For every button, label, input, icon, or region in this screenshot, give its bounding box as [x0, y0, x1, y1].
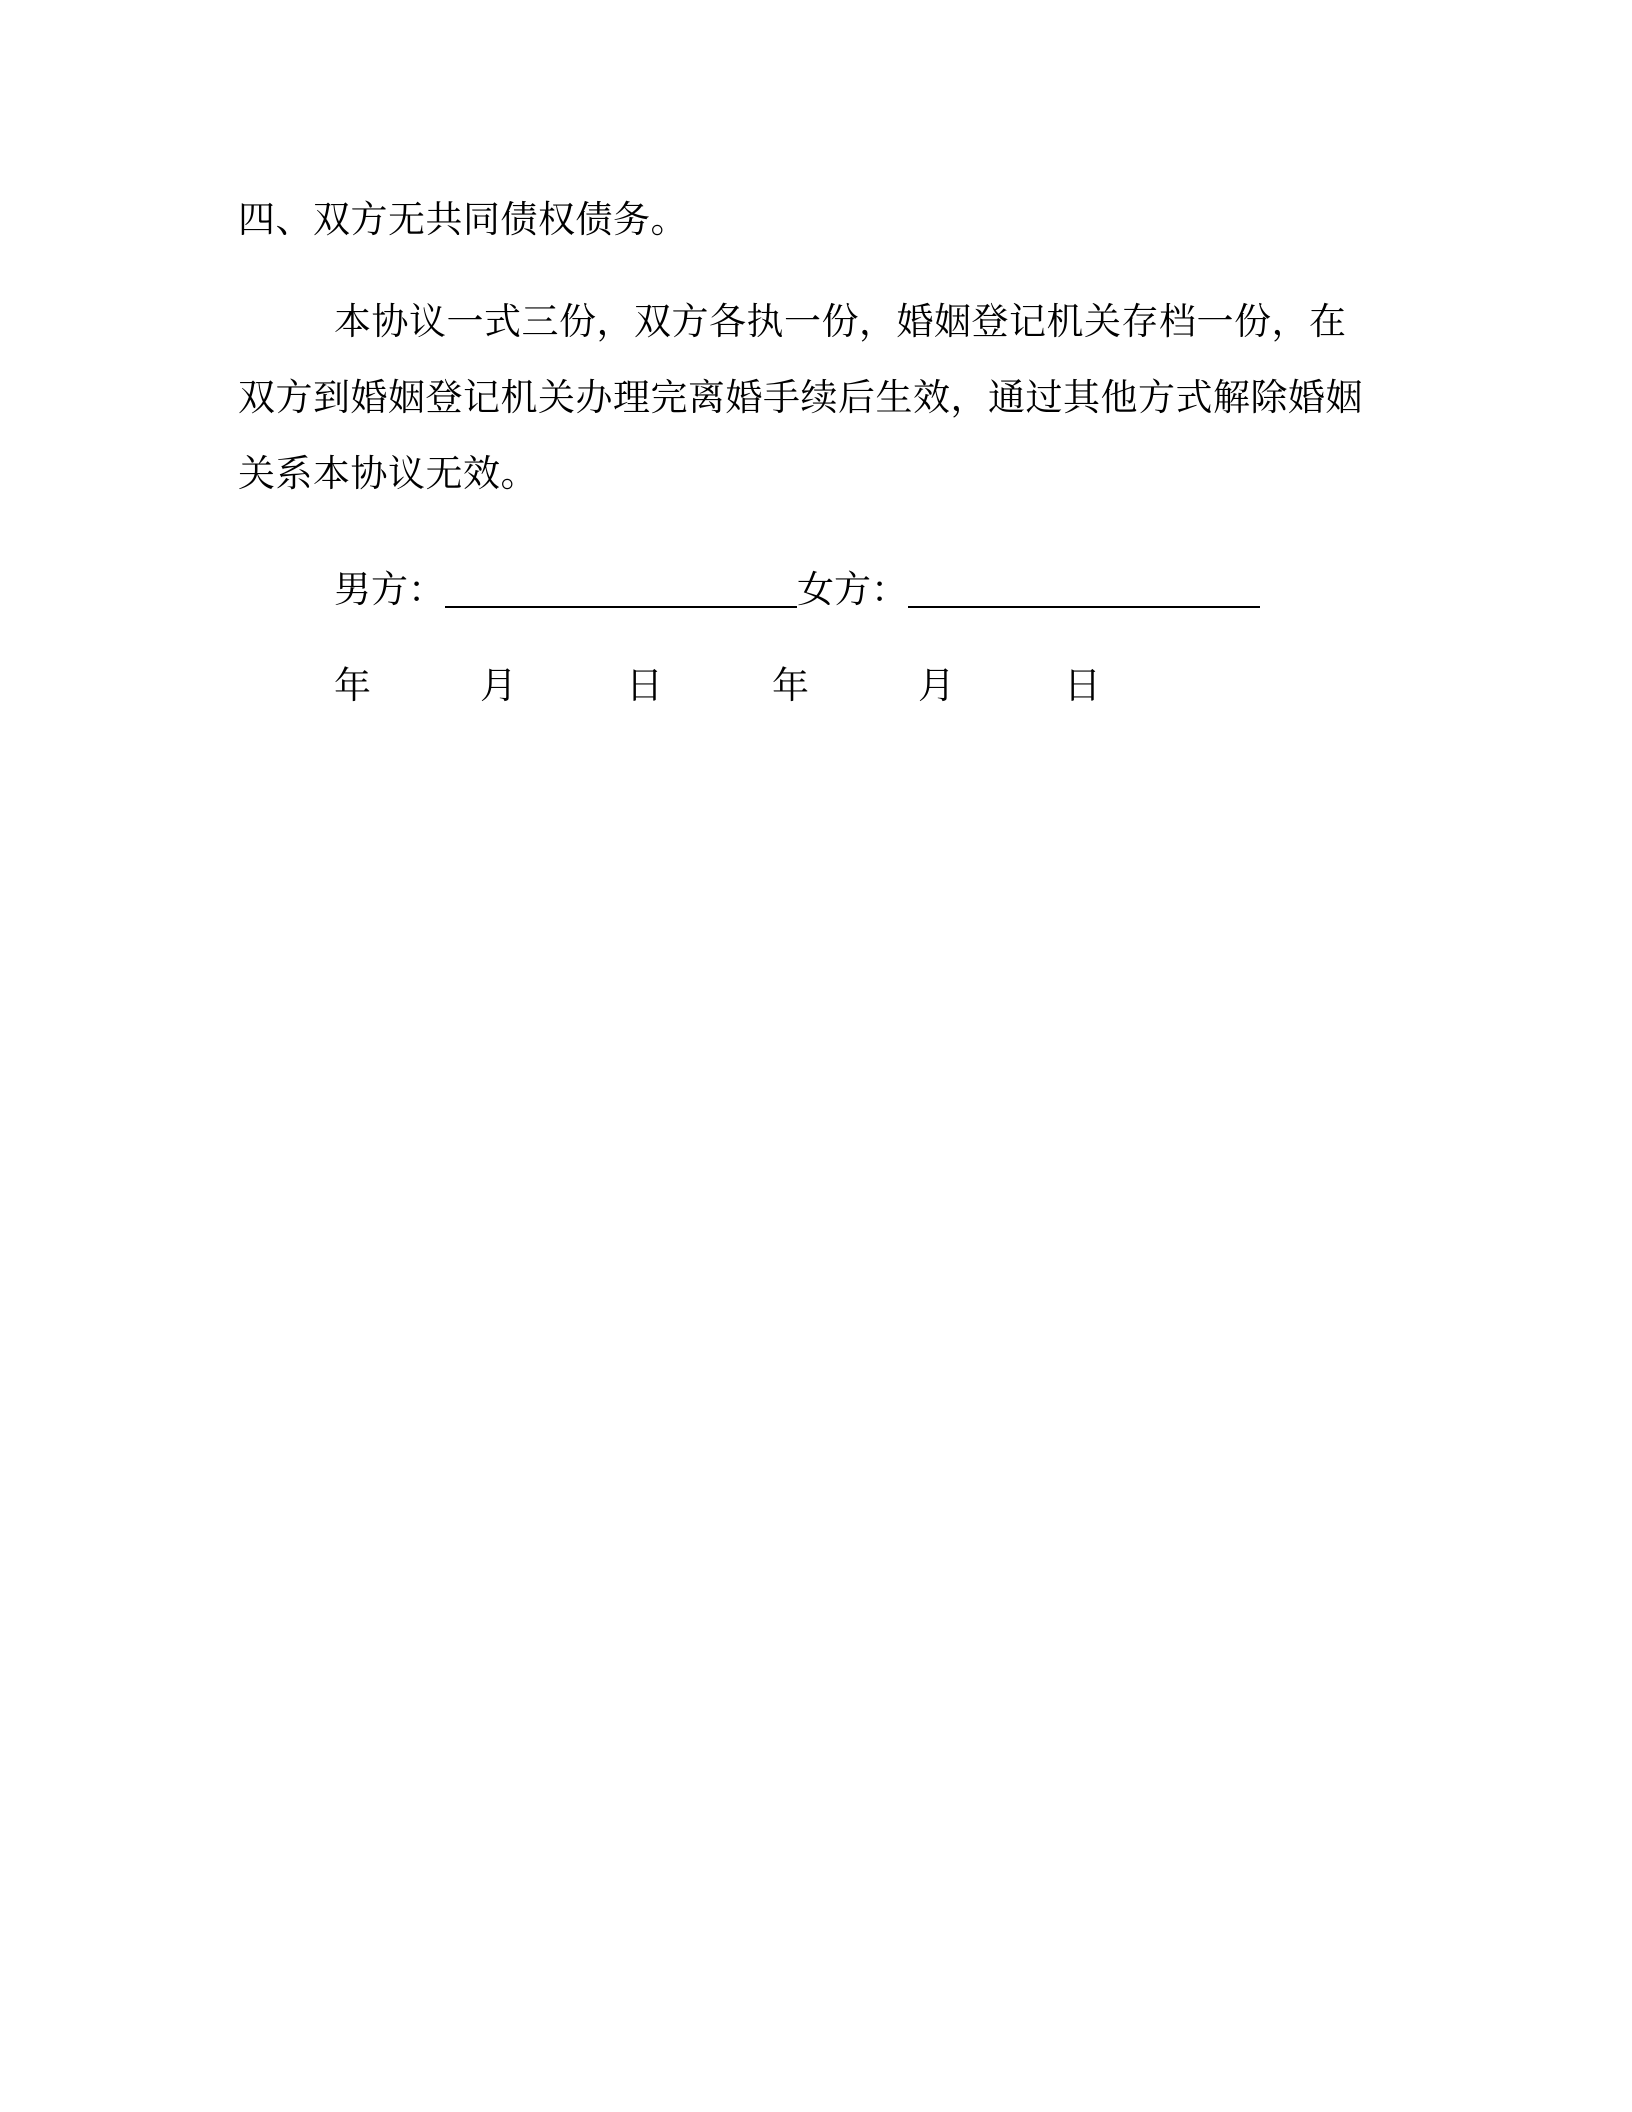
female-signature-blank	[908, 566, 1260, 608]
female-date-year: 年	[772, 664, 809, 707]
signature-line	[334, 560, 1260, 620]
male-date-day: 日	[626, 664, 663, 707]
female-date-day: 日	[1064, 664, 1101, 707]
male-signature-label: 男方：	[334, 568, 445, 611]
female-date-month: 月	[918, 664, 955, 707]
female-signature-label: 女方：	[797, 568, 908, 611]
male-date-month: 月	[480, 664, 517, 707]
male-signature-blank	[445, 566, 797, 608]
male-date-year: 年	[334, 664, 371, 707]
clause-four: 四、双方无共同债权债务。	[238, 198, 688, 241]
agreement-paragraph: 本协议一式三份，双方各执一份，婚姻登记机关存档一份，在双方到婚姻登记机关办理完离婚手续后生效，通过其他方式解除婚姻关系本协议无效。	[238, 300, 1363, 495]
